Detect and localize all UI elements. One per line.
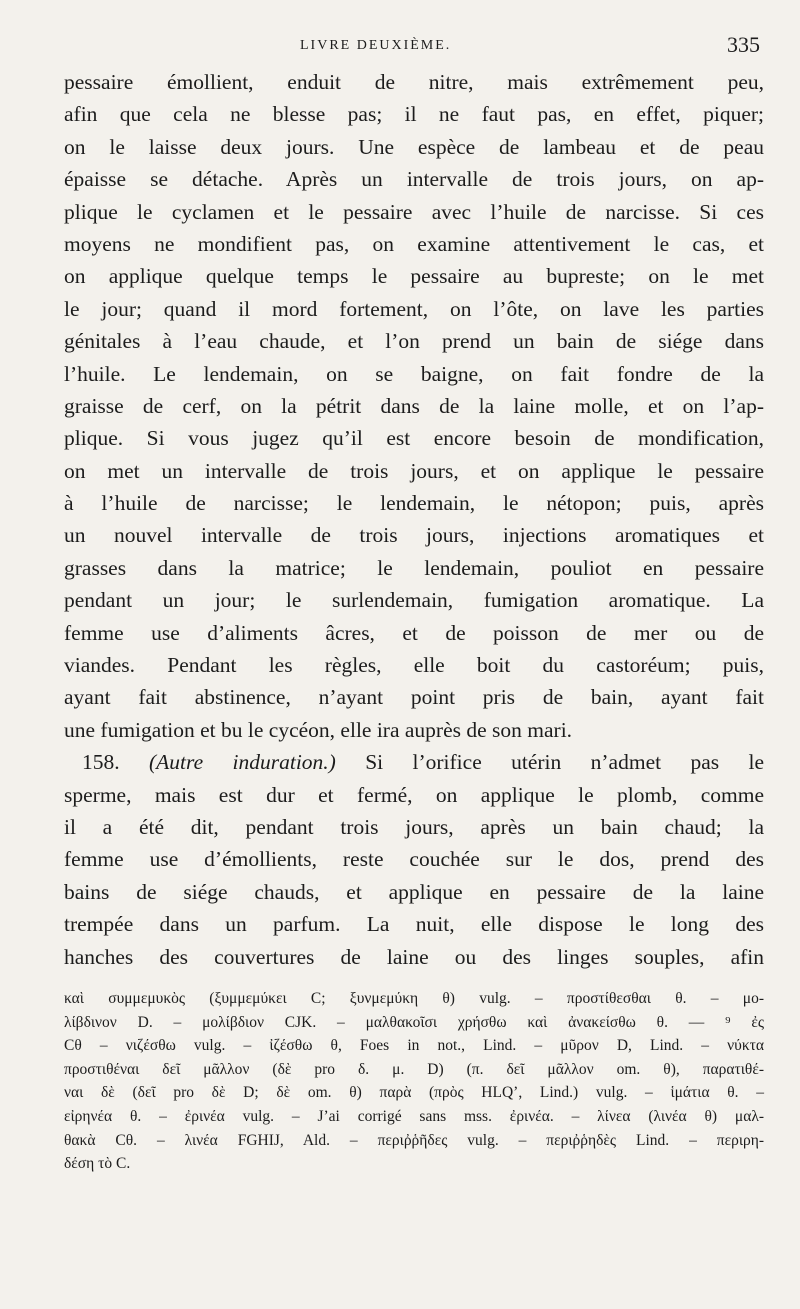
text-line: femme use d’émollients, reste couchée sur le dos, prend des — [64, 847, 764, 872]
text-line: pessaire émollient, enduit de nitre, mais extrêmement peu, — [64, 70, 764, 94]
text-line: graisse de cerf, on la pétrit dans de la laine molle, et on l’ap- — [64, 393, 764, 418]
running-head: LIVRE DEUXIÈME. — [300, 38, 452, 53]
text-line: à l’huile de narcisse; le lendemain, le nétopon; puis, après — [64, 491, 764, 516]
text-line: on applique quelque temps le pessaire au bupreste; on le met — [64, 264, 764, 289]
footnote-line: θακὰ Cθ. – λινέα FGHIJ, Ald. – περιῤῥῆδες vulg. – περιῤῥηδὲς Lind. – περιρη- — [64, 1131, 764, 1149]
page-number: 335 — [727, 32, 760, 57]
footnote-line: εἰρηνέα θ. – ἐρινέα vulg. – J’ai corrigé sans mss. ἐρινέα. – λίνεα (λινέα θ) μαλ- — [64, 1107, 764, 1125]
text-line: viandes. Pendant les règles, elle boit du castoréum; puis, — [64, 653, 764, 678]
text-line: trempée dans un parfum. La nuit, elle dispose le long des — [64, 912, 764, 937]
footnote-line: δέση τὸ C. — [64, 1155, 131, 1173]
footnote-line: καὶ συμμεμυκὸς (ξυμμεμύκει C; ξυνμεμύκη θ) vulg. – προστίθεσθαι θ. – μο- — [64, 990, 764, 1007]
text-line: on le laisse deux jours. Une espèce de lambeau et de peau — [64, 134, 764, 159]
text-line: afin que cela ne blesse pas; il ne faut pas, en effet, piquer; — [64, 102, 764, 127]
text-line: sperme, mais est dur et fermé, on applique le plomb, comme — [64, 782, 764, 807]
paragraph-rubric: (Autre induration.) — [149, 750, 336, 775]
text-line: pendant un jour; le surlendemain, fumigation aromatique. La — [64, 588, 764, 613]
text-line: génitales à l’eau chaude, et l’on prend un bain de siége dans — [64, 329, 764, 354]
text-line: le jour; quand il mord fortement, on l’ôte, on lave les parties — [64, 296, 764, 321]
footnote-line: λίβδινον D. – μολίβδιον CJK. – μαλθακοῖσι χρήσθω καὶ ἀνακείσθω θ. — ⁹ ἐς — [64, 1013, 764, 1031]
text-line: on met un intervalle de trois jours, et on applique le pessaire — [64, 458, 764, 483]
footnote-line: προστιθέναι δεῖ μᾶλλον (δὲ pro δ. μ. D) (π. δεῖ μᾶλλον om. θ), παρατιθέ- — [64, 1060, 764, 1078]
text-line: épaisse se détache. Après un intervalle de trois jours, on ap- — [64, 167, 764, 192]
text-line: plique le cyclamen et le pessaire avec l’huile de narcisse. Si ces — [64, 199, 764, 224]
paragraph-text: Si l’orifice utérin n’admet pas le — [365, 750, 765, 775]
text-line: hanches des couvertures de laine ou des linges souples, afin — [64, 944, 764, 969]
footnote-line: ναι δὲ (δεῖ pro δὲ D; δὲ om. θ) παρὰ (πρὸς HLQ’, Lind.) vulg. – ἱμάτια θ. – — [64, 1084, 764, 1102]
text-line: l’huile. Le lendemain, on se baigne, on fait fondre de la — [64, 361, 764, 386]
main-text — [64, 66, 764, 973]
text-line: grasses dans la matrice; le lendemain, pouliot en pessaire — [64, 555, 764, 580]
footnote-line: Cθ – νιζέσθω vulg. – ἰζέσθω θ, Foes in not., Lind. – μῦρον D, Lind. – νύκτα — [64, 1037, 764, 1055]
text-line: ayant fait abstinence, n’ayant point pris de bain, ayant fait — [64, 685, 764, 710]
text-line: bains de siége chauds, et applique en pessaire de la laine — [64, 879, 764, 904]
text-line: une fumigation et bu le cycéon, elle ira auprès de son mari. — [64, 717, 573, 742]
text-line: il a été dit, pendant trois jours, après un bain chaud; la — [64, 814, 764, 839]
footnotes — [64, 987, 764, 1176]
text-line: un nouvel intervalle de trois jours, injections aromatiques et — [64, 523, 764, 548]
text-line: moyens ne mondifient pas, on examine attentivement le cas, et — [64, 231, 764, 256]
paragraph-158-first-line — [64, 746, 764, 778]
paragraph-number: 158. — [82, 750, 120, 775]
text-line: plique. Si vous jugez qu’il est encore besoin de mondification, — [64, 426, 764, 451]
text-line: femme use d’aliments âcres, et de poisson de mer ou de — [64, 620, 764, 645]
